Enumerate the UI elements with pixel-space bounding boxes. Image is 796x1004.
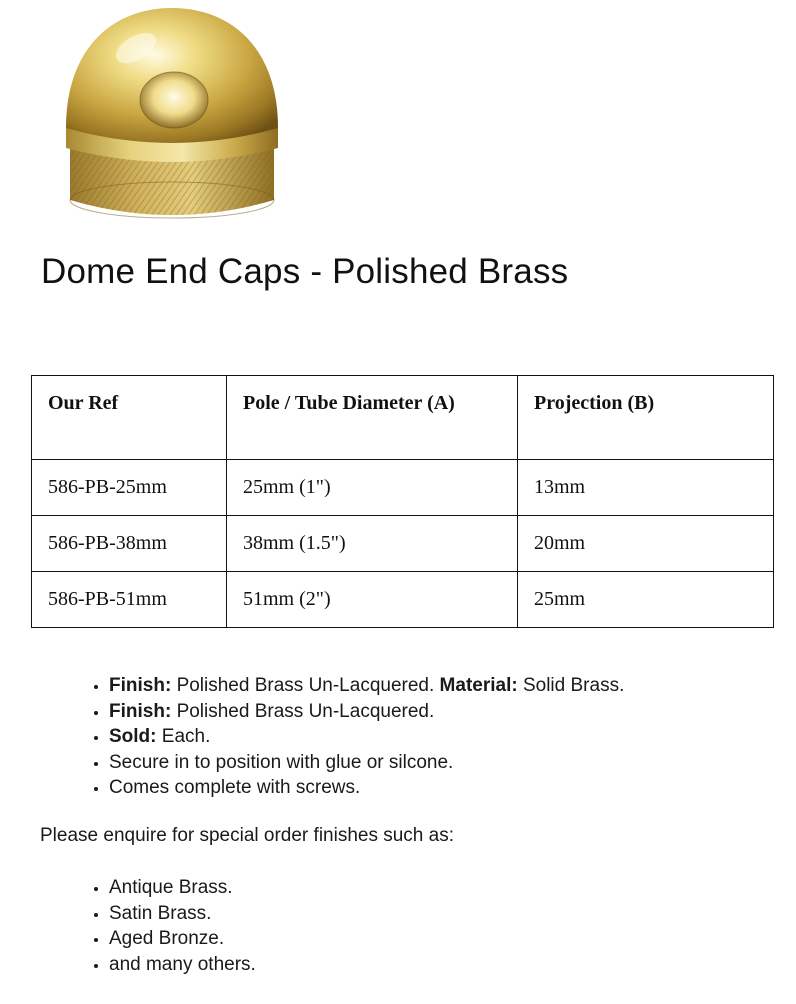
- cell-ref: 586-PB-51mm: [32, 572, 227, 628]
- list-item: • Antique Brass.: [109, 875, 256, 901]
- page-title: Dome End Caps - Polished Brass: [41, 252, 569, 291]
- cell-projection: 13mm: [518, 460, 774, 516]
- sold-label: Sold:: [109, 726, 157, 747]
- cell-projection: 20mm: [518, 516, 774, 572]
- material-value: Solid Brass.: [522, 675, 625, 696]
- special-finishes-list: [64, 875, 256, 977]
- cell-ref: 586-PB-25mm: [32, 460, 227, 516]
- cell-ref: 586-PB-38mm: [32, 516, 227, 572]
- table-row: [32, 572, 774, 628]
- finish-label: Finish:: [109, 700, 172, 722]
- cell-projection: 25mm: [518, 572, 774, 628]
- list-item: • and many others.: [109, 952, 256, 978]
- table-header-row: [32, 376, 774, 460]
- table-row: [32, 460, 774, 516]
- sold-value: Each.: [161, 726, 211, 747]
- table-row: [32, 516, 774, 572]
- list-item: [109, 699, 624, 725]
- cell-diameter: 51mm (2"): [227, 572, 518, 628]
- column-header-diameter: Pole / Tube Diameter (A): [227, 376, 518, 460]
- enquire-text: Please enquire for special order finishes such as:: [40, 825, 455, 846]
- dome-end-cap-illustration: [58, 8, 286, 228]
- list-item: [109, 724, 624, 750]
- list-item: • Comes complete with screws.: [109, 775, 624, 801]
- cell-diameter: 25mm (1"): [227, 460, 518, 516]
- list-item: [109, 673, 624, 699]
- list-item: • Satin Brass.: [109, 901, 256, 927]
- feature-list: [64, 673, 624, 801]
- column-header-our-ref: Our Ref: [32, 376, 227, 460]
- product-image: [58, 8, 286, 228]
- column-header-projection: Projection (B): [518, 376, 774, 460]
- finish-value: Polished Brass Un-Lacquered.: [176, 700, 435, 722]
- list-item: • Aged Bronze.: [109, 926, 256, 952]
- material-label: Material:: [439, 675, 518, 696]
- cell-diameter: 38mm (1.5"): [227, 516, 518, 572]
- specification-table: [31, 375, 774, 628]
- list-item: • Secure in to position with glue or silcone.: [109, 750, 624, 776]
- finish-label: Finish:: [109, 675, 172, 696]
- finish-value: Polished Brass Un-Lacquered.: [176, 675, 435, 696]
